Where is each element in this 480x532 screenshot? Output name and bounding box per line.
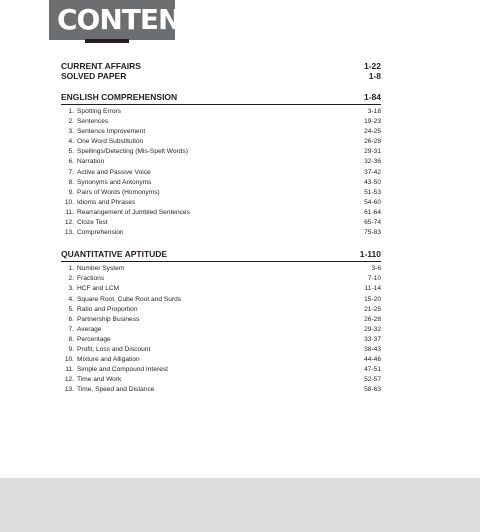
item-pages: 3-18 bbox=[367, 108, 381, 115]
item-pages: 51-53 bbox=[364, 188, 381, 196]
item-number: 6. bbox=[68, 315, 74, 323]
item-pages: 3-6 bbox=[371, 265, 381, 273]
item-label: Active and Passive Voice bbox=[77, 168, 151, 176]
item-label: Narration bbox=[77, 158, 105, 166]
toc-item bbox=[61, 345, 381, 355]
item-number: 13. bbox=[64, 229, 74, 237]
item-number: 12. bbox=[64, 376, 74, 384]
toc-item bbox=[61, 228, 381, 238]
item-number: 13. bbox=[64, 386, 74, 394]
item-pages: 29-32 bbox=[364, 325, 381, 333]
entry-label: CURRENT AFFAIRS bbox=[61, 61, 141, 71]
table-of-contents bbox=[61, 61, 381, 395]
section-heading bbox=[61, 249, 381, 262]
item-label: Time and Work bbox=[77, 376, 122, 384]
item-number: 12. bbox=[64, 219, 74, 227]
item-pages: 75-83 bbox=[364, 229, 381, 237]
item-label: Average bbox=[77, 325, 102, 333]
toc-item bbox=[61, 385, 381, 395]
toc-section bbox=[61, 92, 381, 238]
item-number: 3. bbox=[68, 285, 74, 293]
item-label: Cloze Test bbox=[77, 219, 108, 227]
item-pages: 21-25 bbox=[364, 305, 381, 313]
toc-item bbox=[61, 325, 381, 335]
item-number: 9. bbox=[68, 188, 74, 196]
entry-label: SOLVED PAPER bbox=[61, 71, 127, 81]
item-pages: 19-23 bbox=[364, 118, 381, 126]
toc-item bbox=[61, 147, 381, 157]
item-label: Profit, Loss and Discount bbox=[77, 345, 151, 353]
item-label: Comprehension bbox=[77, 229, 124, 237]
item-pages: 38-43 bbox=[364, 345, 381, 353]
item-number: 1. bbox=[68, 265, 74, 273]
item-number: 6. bbox=[68, 158, 74, 166]
item-number: 5. bbox=[68, 305, 74, 313]
item-pages: 52-57 bbox=[364, 376, 381, 384]
item-label: Pairs of Words (Homonyms) bbox=[77, 188, 160, 196]
toc-item bbox=[61, 208, 381, 218]
section-heading-pages: 1-84 bbox=[363, 92, 381, 102]
toc-item bbox=[61, 198, 381, 208]
toc-item bbox=[61, 127, 381, 137]
item-pages: 32-36 bbox=[364, 158, 381, 166]
toc-item bbox=[61, 168, 381, 178]
item-number: 2. bbox=[68, 118, 74, 126]
entry-pages: 1-22 bbox=[363, 61, 381, 71]
item-pages: 54-60 bbox=[364, 198, 381, 206]
title-underline bbox=[85, 39, 129, 43]
item-pages: 26-28 bbox=[364, 138, 381, 146]
item-label: Synonyms and Antonyms bbox=[77, 178, 152, 186]
item-number: 11. bbox=[65, 208, 74, 216]
item-pages: 65-74 bbox=[364, 219, 381, 227]
toc-item bbox=[61, 274, 381, 284]
item-label: One Word Substitution bbox=[77, 138, 144, 146]
item-label: Spellings/Detecting (Mis-Spelt Words) bbox=[77, 148, 188, 156]
item-number: 8. bbox=[68, 335, 74, 343]
toc-item bbox=[61, 218, 381, 228]
section-heading bbox=[61, 92, 381, 105]
toc-item bbox=[61, 107, 381, 117]
toc-item bbox=[61, 305, 381, 315]
item-number: 5. bbox=[68, 148, 74, 156]
toc-item bbox=[61, 188, 381, 198]
item-number: 4. bbox=[68, 138, 74, 146]
item-label: Square Root, Cube Root and Surds bbox=[77, 295, 182, 303]
item-pages: 24-25 bbox=[364, 128, 381, 136]
item-label: Number System bbox=[77, 265, 125, 273]
toc-item bbox=[61, 178, 381, 188]
item-number: 1. bbox=[68, 108, 74, 115]
item-label: Rearrangement of Jumbled Sentences bbox=[77, 208, 190, 216]
item-number: 7. bbox=[68, 325, 74, 333]
item-label: Partnership Business bbox=[77, 315, 140, 323]
toc-item bbox=[61, 315, 381, 325]
toc-item bbox=[61, 284, 381, 294]
toc-entry-current-affairs bbox=[61, 61, 381, 71]
item-number: 2. bbox=[68, 275, 74, 283]
toc-item bbox=[61, 355, 381, 365]
toc-item bbox=[61, 375, 381, 385]
toc-item bbox=[61, 365, 381, 375]
item-pages: 47-51 bbox=[364, 366, 381, 374]
toc-item bbox=[61, 264, 381, 274]
item-pages: 43-50 bbox=[364, 178, 381, 186]
item-pages: 61-64 bbox=[364, 208, 381, 216]
item-pages: 11-14 bbox=[364, 285, 381, 293]
item-pages: 26-28 bbox=[364, 315, 381, 323]
item-number: 9. bbox=[68, 345, 74, 353]
item-number: 4. bbox=[68, 295, 74, 303]
item-label: Mixture and Alligation bbox=[77, 356, 140, 364]
item-label: Sentences bbox=[77, 118, 109, 126]
section-heading-label: ENGLISH COMPREHENSION bbox=[61, 92, 178, 102]
item-pages: 7-10 bbox=[367, 275, 381, 283]
item-pages: 29-31 bbox=[364, 148, 381, 156]
toc-item bbox=[61, 157, 381, 167]
item-pages: 15-20 bbox=[364, 295, 381, 303]
item-number: 10. bbox=[64, 356, 74, 364]
item-number: 7. bbox=[68, 168, 74, 176]
item-pages: 33-37 bbox=[364, 335, 381, 343]
entry-pages: 1-8 bbox=[368, 71, 381, 81]
item-number: 10. bbox=[64, 198, 74, 206]
toc-item bbox=[61, 335, 381, 345]
footer-band bbox=[0, 478, 480, 532]
toc-item bbox=[61, 137, 381, 147]
item-pages: 58-63 bbox=[364, 386, 381, 394]
item-label: Idioms and Phrases bbox=[77, 198, 136, 206]
item-label: Ratio and Proportion bbox=[77, 305, 138, 313]
item-label: Simple and Compound Interest bbox=[77, 366, 168, 374]
section-heading-label: QUANTITATIVE APTITUDE bbox=[61, 249, 168, 260]
toc-item bbox=[61, 295, 381, 305]
item-pages: 37-42 bbox=[364, 168, 381, 176]
item-label: Sentence Improvement bbox=[77, 128, 146, 136]
item-number: 3. bbox=[68, 128, 74, 136]
item-label: Spotting Errors bbox=[77, 108, 121, 115]
item-label: HCF and LCM bbox=[77, 285, 120, 293]
item-number: 11. bbox=[65, 366, 74, 374]
item-number: 8. bbox=[68, 178, 74, 186]
section-heading-pages: 1-110 bbox=[359, 249, 381, 260]
item-label: Percentage bbox=[77, 335, 111, 343]
toc-item bbox=[61, 117, 381, 127]
contents-title: CONTENTS bbox=[49, 0, 175, 40]
toc-entry-solved-paper bbox=[61, 71, 381, 81]
item-label: Fractions bbox=[77, 275, 105, 283]
item-pages: 44-46 bbox=[364, 356, 381, 364]
toc-section bbox=[61, 249, 381, 395]
item-label: Time, Speed and Distance bbox=[77, 386, 155, 394]
